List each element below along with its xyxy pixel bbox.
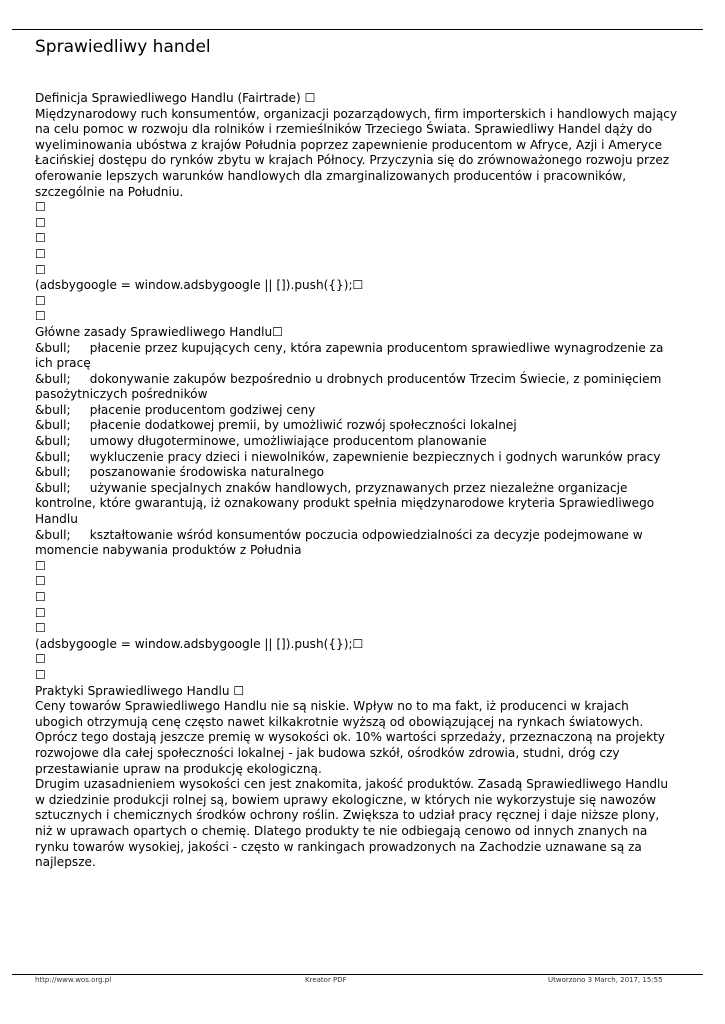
placeholder-glyph-line: ☐ bbox=[35, 200, 46, 215]
bullet-line: &bull; używanie specjalnych znaków handlowych, przyznawanych przez niezależne organizacje bbox=[35, 480, 628, 495]
paragraph-line: oferowanie lepszych warunków handlowych dla zmarginalizowanych producentów i pracowników, bbox=[35, 168, 627, 183]
paragraph-line: ubogich otrzymują cenę często nawet kilkakrotnie wyższą od obowiązującej na rynkach światowych. bbox=[35, 714, 644, 729]
paragraph-line: Ceny towarów Sprawiedliwego Handlu nie są niskie. Wpływ no to ma fakt, iż producenci w krajach bbox=[35, 699, 629, 714]
paragraph-line: Handlu bbox=[35, 512, 78, 527]
ad-script-text: (adsbygoogle = window.adsbygoogle || []).push({});☐ bbox=[35, 278, 364, 293]
placeholder-glyph-line: ☐ bbox=[35, 215, 46, 230]
bullet-line: &bull; dokonywanie zakupów bezpośrednio u drobnych producentów Trzecim Świecie, z pominięciem bbox=[35, 371, 662, 386]
bullet-line: &bull; poszanowanie środowiska naturalnego bbox=[35, 465, 325, 480]
footer-rule bbox=[12, 974, 703, 975]
paragraph-line: Międzynarodowy ruch konsumentów, organizacji pozarządowych, firm importerskich i handlowych mający bbox=[35, 106, 678, 121]
bullet-line: &bull; wykluczenie pracy dzieci i niewolników, zapewnienie bezpiecznych i godnych warunków pracy bbox=[35, 449, 661, 464]
bullet-line: &bull; kształtowanie wśród konsumentów poczucia odpowiedzialności za decyzje podejmowane w bbox=[35, 527, 643, 542]
placeholder-glyph-line: ☐ bbox=[35, 558, 46, 573]
placeholder-glyph-line: ☐ bbox=[35, 621, 46, 636]
paragraph-line: wyeliminowania ubóstwa z krajów Południa poprzez zapewnienie producentom w Afryce, Azji i Ameryce bbox=[35, 137, 663, 152]
paragraph-line: Łacińskiej dostępu do rynków zbytu w krajach Północy. Przyczynia się do zrównoważonego rozwoju przez bbox=[35, 153, 670, 168]
section-heading-principles: Główne zasady Sprawiedliwego Handlu☐ bbox=[35, 324, 283, 339]
section-heading-practices: Praktyki Sprawiedliwego Handlu ☐ bbox=[35, 683, 245, 698]
paragraph-line: najlepsze. bbox=[35, 855, 96, 870]
placeholder-glyph-line: ☐ bbox=[35, 231, 46, 246]
placeholder-glyph-line: ☐ bbox=[35, 590, 46, 604]
paragraph-line: w dziedzinie produkcji rolnej są, bowiem uprawy ekologiczne, w których nie wykorzystuje się nawozów bbox=[35, 792, 657, 807]
paragraph-line: momencie nabywania produktów z Południa bbox=[35, 543, 302, 558]
bullet-line: &bull; umowy długoterminowe, umożliwiające producentom planowanie bbox=[35, 434, 487, 449]
paragraph-line: rozwojowe dla całej społeczności lokalnej - jak budowa szkół, ośrodków zdrowia, studni, dróg czy bbox=[35, 745, 620, 760]
paragraph-line: szczególnie na Południu. bbox=[35, 184, 184, 199]
placeholder-glyph-line: ☐ bbox=[35, 605, 46, 620]
paragraph-line: pasożytniczych pośredników bbox=[35, 387, 208, 402]
placeholder-glyph-line: ☐ bbox=[35, 667, 46, 682]
ad-script-text: (adsbygoogle = window.adsbygoogle || []).push({});☐ bbox=[35, 636, 364, 651]
bullet-line: &bull; płacenie przez kupujących ceny, która zapewnia producentom sprawiedliwe wynagrodzenie za bbox=[35, 340, 664, 355]
paragraph-line: Drugim uzasadnieniem wysokości cen jest znakomita, jakość produktów. Zasadą Sprawiedliwego Handlu bbox=[35, 777, 669, 792]
bullet-line: &bull; płacenie producentom godziwej ceny bbox=[35, 402, 316, 417]
placeholder-glyph-line: ☐ bbox=[35, 574, 46, 589]
document-body bbox=[35, 91, 700, 871]
paragraph-line: rynku towarów wysokiej, jakości - często w rankingach prowadzonych na Zachodzie uznawane są za bbox=[35, 839, 642, 854]
paragraph-line: niż w uprawach opartych o chemię. Dlatego produkty te nie odbiegają cenowo od innych znanych na bbox=[35, 823, 648, 838]
placeholder-glyph-line: ☐ bbox=[35, 262, 46, 277]
footer-generator: Kreator PDF bbox=[305, 976, 347, 984]
section-heading-definition: Definicja Sprawiedliwego Handlu (Fairtrade) ☐ bbox=[35, 91, 316, 105]
placeholder-glyph-line: ☐ bbox=[35, 309, 46, 324]
paragraph-line: Oprócz tego dostają jeszcze premię w wysokości ok. 10% wartości sprzedaży, przeznaczoną na projekty bbox=[35, 730, 665, 745]
paragraph-line: przestawianie upraw na produkcję ekologiczną. bbox=[35, 761, 322, 776]
paragraph-line: na celu pomoc w rozwoju dla rolników i rzemieślników Trzeciego Świata. Sprawiedliwy Handel dąży do bbox=[35, 122, 653, 137]
placeholder-glyph-line: ☐ bbox=[35, 293, 46, 308]
placeholder-glyph-line: ☐ bbox=[35, 246, 46, 261]
paragraph-line: kontrolne, które gwarantują, iż oznakowany produkt spełnia międzynarodowe kryteria Sprawiedliwego bbox=[35, 496, 655, 511]
placeholder-glyph-line: ☐ bbox=[35, 652, 46, 667]
bullet-line: &bull; płacenie dodatkowej premii, by umożliwić rozwój społeczności lokalnej bbox=[35, 418, 517, 433]
page-title: Sprawiedliwy handel bbox=[35, 37, 211, 57]
footer-url: http://www.wos.org.pl bbox=[35, 976, 112, 984]
footer-created-date: Utworzono 3 March, 2017, 15:55 bbox=[548, 976, 663, 984]
paragraph-line: sztucznych i chemicznych środków ochrony roślin. Zwiększa to udział pracy ręcznej i daje niższe plony, bbox=[35, 808, 660, 823]
paragraph-line: ich pracę bbox=[35, 356, 91, 371]
header-rule bbox=[12, 29, 703, 30]
